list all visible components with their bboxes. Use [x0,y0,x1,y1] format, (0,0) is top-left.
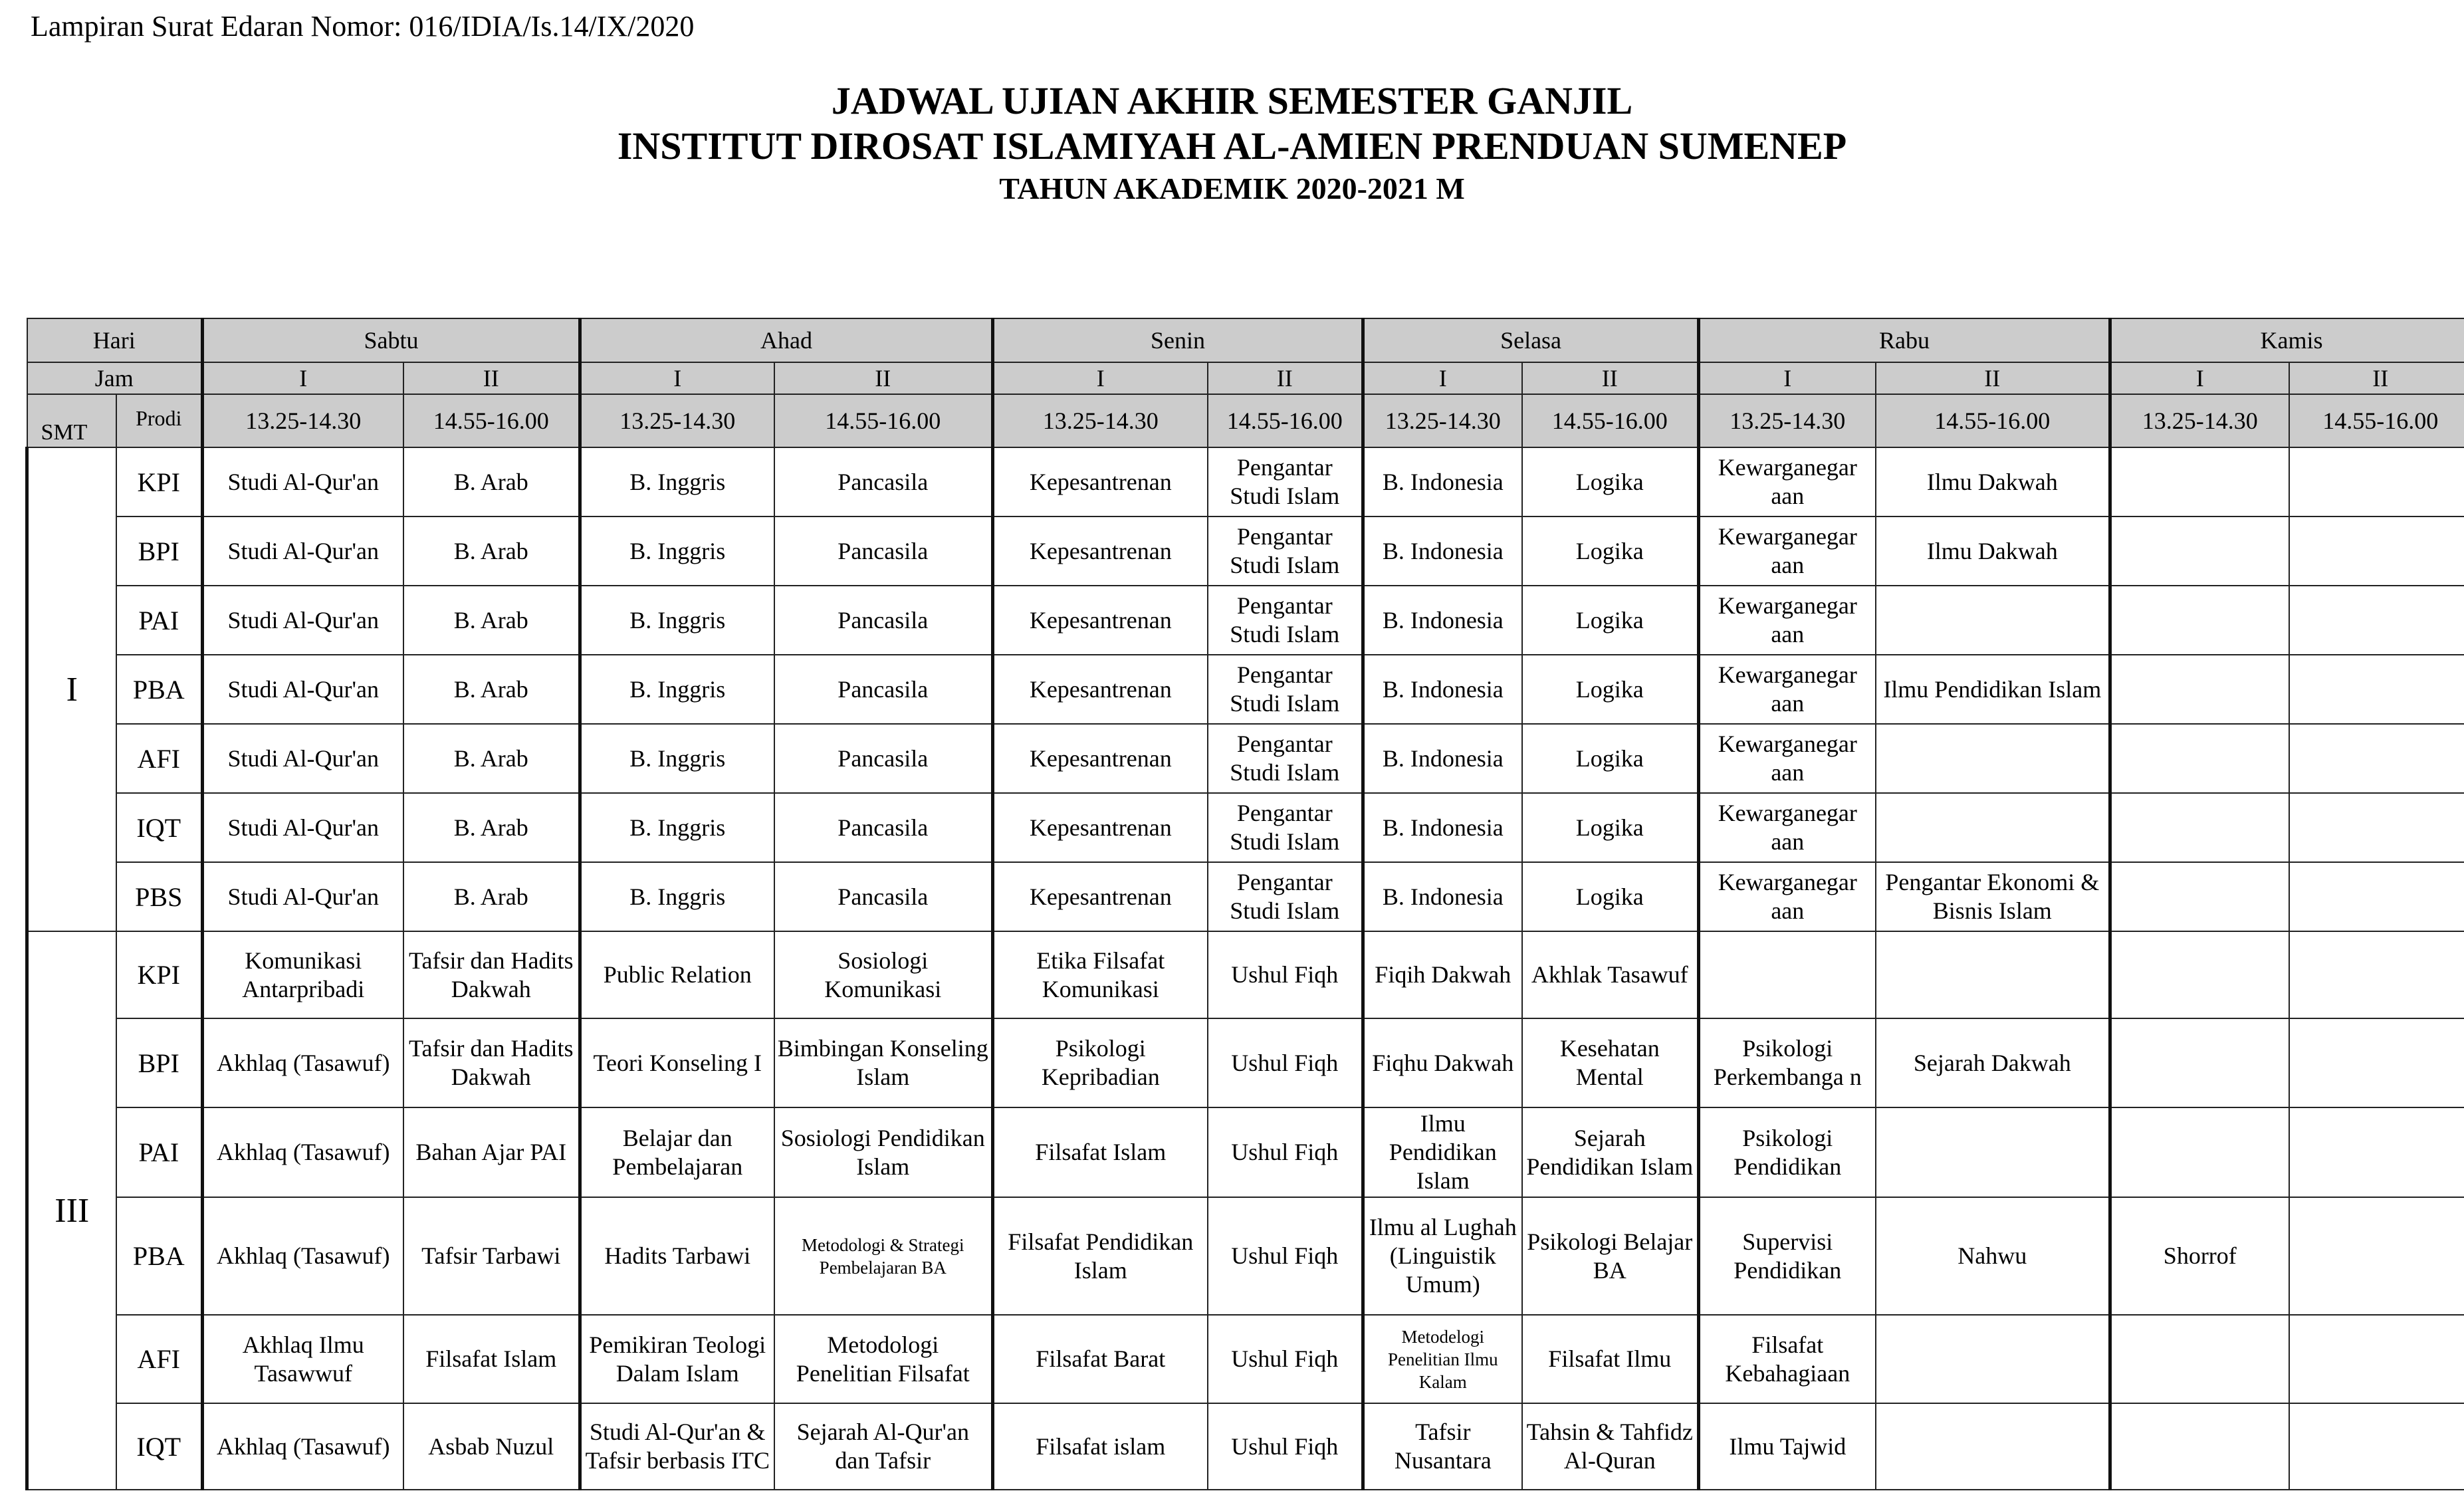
course-cell: Pengantar Studi Islam [1208,447,1363,516]
header-session: I [2110,362,2289,394]
course-cell: Studi Al-Qur'an [203,447,403,516]
course-cell [2110,586,2289,655]
course-cell [2110,724,2289,793]
header-day-ahad: Ahad [580,318,993,362]
table-row [27,931,2464,1018]
course-cell: Filsafat Pendidikan Islam [993,1197,1208,1315]
course-cell: Pemikiran Teologi Dalam Islam [580,1315,774,1403]
course-cell: B. Indonesia [1363,724,1522,793]
course-cell [1876,1403,2110,1490]
course-cell: Metodelogi Penelitian Ilmu Kalam [1363,1315,1522,1403]
course-cell: Logika [1522,655,1699,724]
course-cell: Pengantar Studi Islam [1208,516,1363,586]
course-cell: Tahsin & Tahfidz Al-Quran [1522,1403,1699,1490]
prodi-label: KPI [116,931,203,1018]
course-cell [1876,586,2110,655]
header-hari: Hari [27,318,203,362]
course-cell: Tafsir Nusantara [1363,1403,1522,1490]
header-prodi: Prodi [116,394,203,447]
course-cell: Pengantar Studi Islam [1208,586,1363,655]
table-header [27,318,2464,447]
header-session: II [403,362,580,394]
header-session: I [1363,362,1522,394]
header-time: 14.55-16.00 [2289,394,2464,447]
course-cell [2289,1403,2464,1490]
course-cell: B. Arab [403,655,580,724]
course-cell: Studi Al-Qur'an [203,793,403,862]
course-cell: Akhlaq (Tasawuf) [203,1197,403,1315]
title-line-2: INSTITUT DIROSAT ISLAMIYAH AL-AMIEN PRENDUAN SUMENEP [617,124,1847,168]
course-cell: Filsafat Islam [403,1315,580,1403]
course-cell [2289,793,2464,862]
course-cell [1876,1315,2110,1403]
course-cell: Logika [1522,586,1699,655]
course-cell: Ilmu Dakwah [1876,447,2110,516]
course-cell [2289,1107,2464,1197]
course-cell [2110,1403,2289,1490]
course-cell: Kepesantrenan [993,862,1208,931]
table-row [27,724,2464,793]
header-time: 14.55-16.00 [403,394,580,447]
course-cell: Psikologi Kepribadian [993,1018,1208,1107]
course-cell [2289,1018,2464,1107]
header-time: 14.55-16.00 [1876,394,2110,447]
course-cell: Sejarah Pendidikan Islam [1522,1107,1699,1197]
header-row-times [27,394,2464,447]
course-cell: Pengantar Studi Islam [1208,862,1363,931]
course-cell: B. Inggris [580,447,774,516]
course-cell: Supervisi Pendidikan [1699,1197,1876,1315]
course-cell: B. Inggris [580,724,774,793]
header-session: II [1208,362,1363,394]
course-cell [2289,586,2464,655]
course-cell: Pancasila [774,862,993,931]
header-day-senin: Senin [993,318,1363,362]
course-cell: Pengantar Studi Islam [1208,724,1363,793]
course-cell: Pancasila [774,516,993,586]
prodi-label: AFI [116,1315,203,1403]
course-cell: Teori Konseling I [580,1018,774,1107]
course-cell [2289,655,2464,724]
prodi-label: PBS [116,862,203,931]
table-row [27,516,2464,586]
title-line-1: JADWAL UJIAN AKHIR SEMESTER GANJIL [831,79,1633,122]
course-cell: Kepesantrenan [993,516,1208,586]
course-cell: Studi Al-Qur'an [203,516,403,586]
table-row [27,586,2464,655]
course-cell [1876,793,2110,862]
course-cell: B. Arab [403,516,580,586]
header-session: I [993,362,1208,394]
header-session: II [1522,362,1699,394]
course-cell [1699,931,1876,1018]
course-cell [2110,1107,2289,1197]
header-day-kamis: Kamis [2110,318,2464,362]
table-body [27,447,2464,1490]
course-cell [2110,516,2289,586]
course-cell: Ilmu Dakwah [1876,516,2110,586]
course-cell [1876,1107,2110,1197]
course-cell: Logika [1522,724,1699,793]
course-cell: Ushul Fiqh [1208,1018,1363,1107]
course-cell [2110,931,2289,1018]
prodi-label: PBA [116,1197,203,1315]
prodi-label: IQT [116,1403,203,1490]
course-cell: Akhlaq (Tasawuf) [203,1107,403,1197]
course-cell [2110,655,2289,724]
course-cell: Logika [1522,516,1699,586]
course-cell: Ilmu Tajwid [1699,1403,1876,1490]
course-cell [1876,931,2110,1018]
title-line-3: TAHUN AKADEMIK 2020-2021 M [999,172,1465,205]
header-time: 13.25-14.30 [580,394,774,447]
table-row [27,447,2464,516]
header-smt: SMT [27,394,116,447]
course-cell [2110,447,2289,516]
table-row [27,1197,2464,1315]
header-time: 13.25-14.30 [993,394,1208,447]
course-cell: Bahan Ajar PAI [403,1107,580,1197]
header-time: 13.25-14.30 [1699,394,1876,447]
course-cell: B. Inggris [580,586,774,655]
course-cell: Kewarganegar aan [1699,516,1876,586]
course-cell: Nahwu [1876,1197,2110,1315]
reference-number: Lampiran Surat Edaran Nomor: 016/IDIA/Is.14/IX/2020 [31,10,695,43]
course-cell: Psikologi Belajar BA [1522,1197,1699,1315]
course-cell: Filsafat Kebahagiaan [1699,1315,1876,1403]
course-cell: Logika [1522,862,1699,931]
header-time: 13.25-14.30 [2110,394,2289,447]
course-cell: Studi Al-Qur'an & Tafsir berbasis ITC [580,1403,774,1490]
course-cell: Psikologi Pendidikan [1699,1107,1876,1197]
course-cell: Kesehatan Mental [1522,1018,1699,1107]
header-session: I [1699,362,1876,394]
course-cell: Etika Filsafat Komunikasi [993,931,1208,1018]
course-cell: Filsafat Islam [993,1107,1208,1197]
course-cell: Akhlak Tasawuf [1522,931,1699,1018]
course-cell: B. Arab [403,724,580,793]
header-row-sessions [27,362,2464,394]
header-time: 14.55-16.00 [774,394,993,447]
header-time: 14.55-16.00 [1522,394,1699,447]
prodi-label: KPI [116,447,203,516]
table-row [27,1315,2464,1403]
course-cell: Akhlaq Ilmu Tasawwuf [203,1315,403,1403]
course-cell: B. Inggris [580,862,774,931]
header-row-days [27,318,2464,362]
course-cell: Studi Al-Qur'an [203,862,403,931]
course-cell: B. Indonesia [1363,447,1522,516]
course-cell: Kewarganegar aan [1699,655,1876,724]
prodi-label: PAI [116,1107,203,1197]
course-cell: Kewarganegar aan [1699,447,1876,516]
course-cell [2110,793,2289,862]
course-cell: Ushul Fiqh [1208,1107,1363,1197]
course-cell: Filsafat Barat [993,1315,1208,1403]
course-cell: B. Indonesia [1363,655,1522,724]
header-day-rabu: Rabu [1699,318,2110,362]
header-day-selasa: Selasa [1363,318,1699,362]
course-cell: Akhlaq (Tasawuf) [203,1018,403,1107]
course-cell [2289,1197,2464,1315]
course-cell: Ilmu al Lughah (Linguistik Umum) [1363,1197,1522,1315]
course-cell: Tafsir dan Hadits Dakwah [403,931,580,1018]
course-cell: Pengantar Studi Islam [1208,655,1363,724]
course-cell: B. Inggris [580,516,774,586]
course-cell: Fiqhu Dakwah [1363,1018,1522,1107]
course-cell: Belajar dan Pembelajaran [580,1107,774,1197]
prodi-label: BPI [116,516,203,586]
table-row [27,862,2464,931]
course-cell: Kepesantrenan [993,724,1208,793]
course-cell: Sejarah Dakwah [1876,1018,2110,1107]
course-cell: Akhlaq (Tasawuf) [203,1403,403,1490]
header-session: I [580,362,774,394]
header-time: 13.25-14.30 [1363,394,1522,447]
course-cell: B. Arab [403,793,580,862]
course-cell: B. Indonesia [1363,586,1522,655]
course-cell: Pancasila [774,586,993,655]
course-cell: Studi Al-Qur'an [203,724,403,793]
table-row [27,655,2464,724]
prodi-label: IQT [116,793,203,862]
course-cell: Kepesantrenan [993,655,1208,724]
course-cell: Filsafat Ilmu [1522,1315,1699,1403]
table-row [27,1107,2464,1197]
course-cell: B. Arab [403,447,580,516]
course-cell: Metodologi Penelitian Filsafat [774,1315,993,1403]
course-cell: B. Inggris [580,655,774,724]
course-cell: Fiqih Dakwah [1363,931,1522,1018]
course-cell: Kewarganegar aan [1699,862,1876,931]
course-cell: Kewarganegar aan [1699,724,1876,793]
course-cell: Studi Al-Qur'an [203,655,403,724]
course-cell: Ilmu Pendidikan Islam [1876,655,2110,724]
course-cell [1876,724,2110,793]
course-cell: Studi Al-Qur'an [203,586,403,655]
header-jam: Jam [27,362,203,394]
course-cell: Ushul Fiqh [1208,1197,1363,1315]
course-cell: Bimbingan Konseling Islam [774,1018,993,1107]
course-cell: Komunikasi Antarpribadi [203,931,403,1018]
course-cell: Ushul Fiqh [1208,1403,1363,1490]
course-cell: B. Indonesia [1363,516,1522,586]
course-cell: Psikologi Perkembanga n [1699,1018,1876,1107]
course-cell: Public Relation [580,931,774,1018]
table-row [27,793,2464,862]
course-cell: B. Inggris [580,793,774,862]
course-cell: Sosiologi Komunikasi [774,931,993,1018]
course-cell [2110,1315,2289,1403]
course-cell: Kepesantrenan [993,586,1208,655]
header-time: 13.25-14.30 [203,394,403,447]
course-cell: Kewarganegar aan [1699,793,1876,862]
course-cell: Ushul Fiqh [1208,931,1363,1018]
course-cell: Ushul Fiqh [1208,1315,1363,1403]
course-cell: Tafsir dan Hadits Dakwah [403,1018,580,1107]
course-cell [2110,1018,2289,1107]
course-cell: Metodologi & Strategi Pembelajaran BA [774,1197,993,1315]
course-cell: B. Arab [403,862,580,931]
course-cell: Shorrof [2110,1197,2289,1315]
header-session: I [203,362,403,394]
course-cell [2289,724,2464,793]
course-cell [2289,447,2464,516]
course-cell: Filsafat islam [993,1403,1208,1490]
course-cell: Kepesantrenan [993,793,1208,862]
course-cell: Kepesantrenan [993,447,1208,516]
course-cell [2289,1315,2464,1403]
course-cell: Logika [1522,447,1699,516]
course-cell: Asbab Nuzul [403,1403,580,1490]
course-cell: Pancasila [774,793,993,862]
course-cell: B. Arab [403,586,580,655]
prodi-label: PAI [116,586,203,655]
course-cell: Tafsir Tarbawi [403,1197,580,1315]
course-cell: Hadits Tarbawi [580,1197,774,1315]
course-cell: Kewarganegar aan [1699,586,1876,655]
prodi-label: AFI [116,724,203,793]
header-day-sabtu: Sabtu [203,318,580,362]
course-cell [2289,862,2464,931]
course-cell: Pengantar Ekonomi & Bisnis Islam [1876,862,2110,931]
exam-schedule-table [25,318,2464,1490]
table-row [27,1403,2464,1490]
header-time: 14.55-16.00 [1208,394,1363,447]
course-cell: Sosiologi Pendidikan Islam [774,1107,993,1197]
semester-label: III [27,931,116,1490]
course-cell [2289,516,2464,586]
course-cell [2110,862,2289,931]
course-cell: Pengantar Studi Islam [1208,793,1363,862]
header-session: II [1876,362,2110,394]
course-cell: Pancasila [774,447,993,516]
course-cell: Logika [1522,793,1699,862]
course-cell: B. Indonesia [1363,862,1522,931]
course-cell: Sejarah Al-Qur'an dan Tafsir [774,1403,993,1490]
prodi-label: PBA [116,655,203,724]
course-cell: Ilmu Pendidikan Islam [1363,1107,1522,1197]
prodi-label: BPI [116,1018,203,1107]
header-session: II [2289,362,2464,394]
table-row [27,1018,2464,1107]
header-session: II [774,362,993,394]
course-cell: Pancasila [774,655,993,724]
semester-label: I [27,447,116,931]
document-title-block [0,78,2464,209]
course-cell: Pancasila [774,724,993,793]
course-cell: B. Indonesia [1363,793,1522,862]
course-cell [2289,931,2464,1018]
